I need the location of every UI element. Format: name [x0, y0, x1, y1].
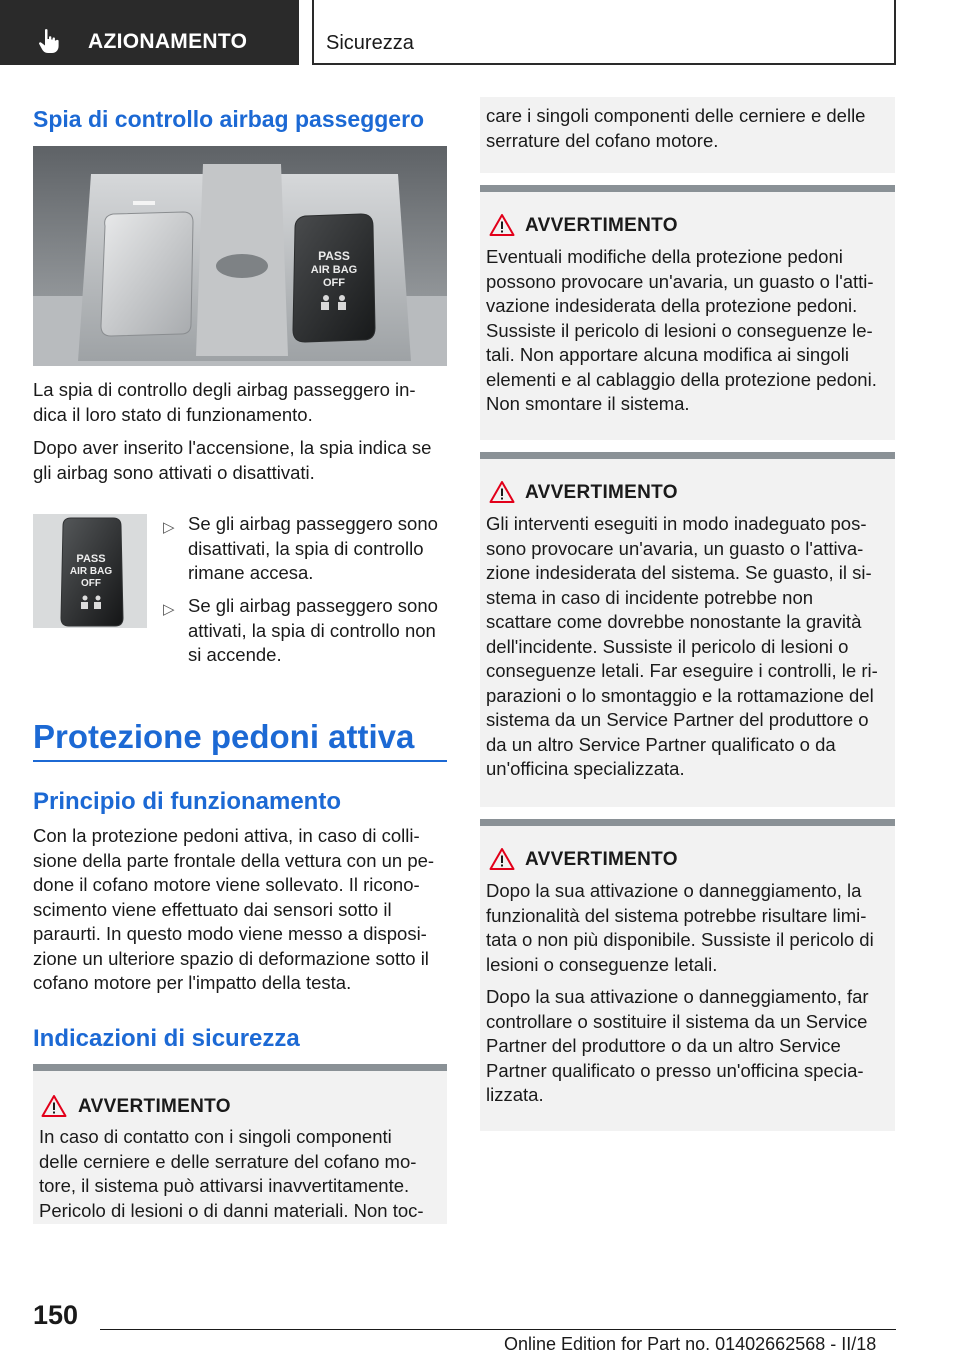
warning-bar [480, 819, 895, 826]
text-line: delle cerniere e delle serrature del cofano mo- [39, 1150, 417, 1172]
bullet-triangle-icon: ▷ [163, 601, 175, 618]
photo-label-pass: PASS [318, 249, 350, 263]
principle-paragraph [33, 824, 453, 996]
bullet-triangle-icon: ▷ [163, 519, 175, 536]
text-line: Con la protezione pedoni attiva, in caso di colli- [33, 825, 420, 846]
warning-text [486, 245, 895, 417]
small-photo-label-airbag: AIR BAG [69, 566, 113, 577]
text-line: stema in caso di incidente potrebbe non [486, 586, 814, 608]
warning-title: AVVERTIMENTO [525, 215, 678, 236]
text-line: rimane accesa. [188, 562, 314, 583]
text-line: care i singoli componenti delle cerniere e delle [486, 105, 866, 126]
safety-heading: Indicazioni di sicurezza [33, 1025, 300, 1052]
warning-box-4 [480, 819, 895, 1131]
header-section-tab [0, 0, 299, 65]
airbag-paragraph-1 [33, 378, 453, 427]
small-photo-label-pass: PASS [76, 553, 106, 565]
warning-box-1 [33, 1064, 447, 1224]
hand-pointer-icon [38, 28, 60, 54]
chapter-title: Sicurezza [326, 32, 414, 54]
text-line: dica il loro stato di funzionamento. [33, 403, 313, 425]
warning-box-1-continued [480, 97, 895, 173]
text-line: zione indesiderata del sistema. Se guasto, il si- [486, 562, 872, 583]
text-line: tata o non più disponibile. Sussiste il pericolo di [486, 929, 874, 950]
photo-label-off: OFF [323, 277, 345, 289]
page-number: 150 [33, 1300, 79, 1330]
text-line: paraurti. In questo modo viene messo a disposi- [33, 923, 427, 944]
text-line: Dopo aver inserito l'accensione, la spia indica se [33, 437, 432, 458]
warning-title: AVVERTIMENTO [525, 482, 678, 503]
section-heading-pedestrian-protection: Protezione pedoni attiva [33, 718, 415, 755]
section-title: AZIONAMENTO [88, 30, 248, 53]
text-line: controllare o sostituire il sistema da un Service [486, 1010, 868, 1032]
warning-text [486, 879, 895, 977]
text-line: Partner del produttore o da un altro Service [486, 1035, 841, 1056]
principle-heading: Principio di funzionamento [33, 788, 341, 815]
text-line: si accende. [188, 644, 282, 665]
text-line: vazione indesiderata della protezione pedoni. [486, 295, 858, 316]
text-line: conseguenze letali. Far eseguire i controlli, le ri- [486, 660, 878, 681]
text-line: Partner qualificato o presso un'officina specia- [486, 1059, 864, 1081]
warning-box-3 [480, 452, 895, 807]
text-line: Dopo la sua attivazione o danneggiamento, la [486, 880, 862, 901]
warning-title: AVVERTIMENTO [525, 849, 678, 870]
text-line: parazioni o lo smontaggio e la rottamazione del [486, 684, 874, 706]
text-line: La spia di controllo degli airbag passeggero in- [33, 379, 416, 400]
text-line: In caso di contatto con i singoli componenti [39, 1126, 392, 1147]
text-line: Non smontare il sistema. [486, 393, 690, 414]
text-line: Eventuali modifiche della protezione pedoni [486, 246, 843, 267]
small-photo-label-off: OFF [81, 578, 101, 589]
airbag-indicator-photo [33, 146, 447, 366]
warning-bar [480, 185, 895, 192]
warning-text [486, 512, 895, 782]
warning-title: AVVERTIMENTO [78, 1096, 231, 1117]
text-line: funzionalità del sistema potrebbe risultare limi- [486, 904, 867, 926]
text-line: lesioni o conseguenze letali. [486, 953, 718, 975]
text-line: elementi e al cablaggio della protezione pedoni. [486, 368, 877, 390]
airbag-indicator-heading: Spia di controllo airbag passeggero [33, 106, 425, 132]
text-line: lizzata. [486, 1084, 544, 1105]
text-line: serrature del cofano motore. [486, 129, 719, 151]
text-line: Gli interventi eseguiti in modo inadeguato pos- [486, 513, 867, 534]
warning-text [486, 104, 895, 153]
text-line: disattivati, la spia di controllo [188, 537, 424, 559]
text-line: scattare come dovrebbe nonostante la gravità [486, 611, 862, 632]
text-line: tali. Non apportare alcuna modifica ai singoli [486, 344, 850, 365]
text-line: tore, il sistema può attivarsi inavvertitamente. [39, 1175, 410, 1196]
airbag-paragraph-2 [33, 436, 453, 485]
text-line: done il cofano motore viene sollevato. Il ricono- [33, 874, 420, 895]
text-line: Se gli airbag passeggero sono [188, 513, 438, 534]
bullet-item-deactivated [188, 512, 450, 586]
warning-triangle-icon [489, 213, 515, 237]
text-line: possono provocare un'avaria, un guasto o l'atti- [486, 270, 874, 292]
text-line: gli airbag sono attivati o disattivati. [33, 461, 315, 483]
footer-rule [100, 1329, 896, 1330]
edition-footer: Online Edition for Part no. 01402662568 - II/18 [504, 1334, 877, 1354]
warning-triangle-icon [489, 847, 515, 871]
text-line: sono provocare un'avaria, un guasto o l'attiva- [486, 537, 864, 559]
text-line: zione un ulteriore spazio di deformazione sotto il [33, 947, 429, 969]
warning-text [39, 1125, 447, 1223]
text-line: attivati, la spia di controllo non [188, 619, 436, 641]
text-line: cofano motore per l'impatto della testa. [33, 972, 352, 993]
text-line: Pericolo di lesioni o di danni materiali. Non toc- [39, 1199, 424, 1221]
text-line: scimento viene effettuato dai sensori sotto il [33, 898, 392, 920]
bullet-item-activated [188, 594, 450, 668]
section-heading-rule [33, 760, 447, 762]
text-line: Dopo la sua attivazione o danneggiamento, far [486, 986, 869, 1007]
warning-bar [480, 452, 895, 459]
pass-airbag-off-indicator-photo [33, 514, 147, 628]
photo-label-airbag: AIR BAG [310, 264, 358, 276]
warning-box-2 [480, 185, 895, 440]
text-line: da un altro Service Partner qualificato o da [486, 733, 836, 755]
warning-triangle-icon [489, 480, 515, 504]
text-line: Sussiste il pericolo di lesioni o conseguenze le- [486, 319, 873, 341]
warning-bar [33, 1064, 447, 1071]
text-line: dell'incidente. Sussiste il pericolo di lesioni o [486, 635, 849, 657]
text-line: sistema da un Service Partner del produttore o [486, 709, 869, 730]
warning-triangle-icon [41, 1094, 67, 1118]
text-line: sione della parte frontale della vettura con un pe- [33, 849, 435, 871]
text-line: Se gli airbag passeggero sono [188, 595, 438, 616]
warning-text-2 [486, 985, 895, 1108]
text-line: un'officina specializzata. [486, 758, 685, 779]
